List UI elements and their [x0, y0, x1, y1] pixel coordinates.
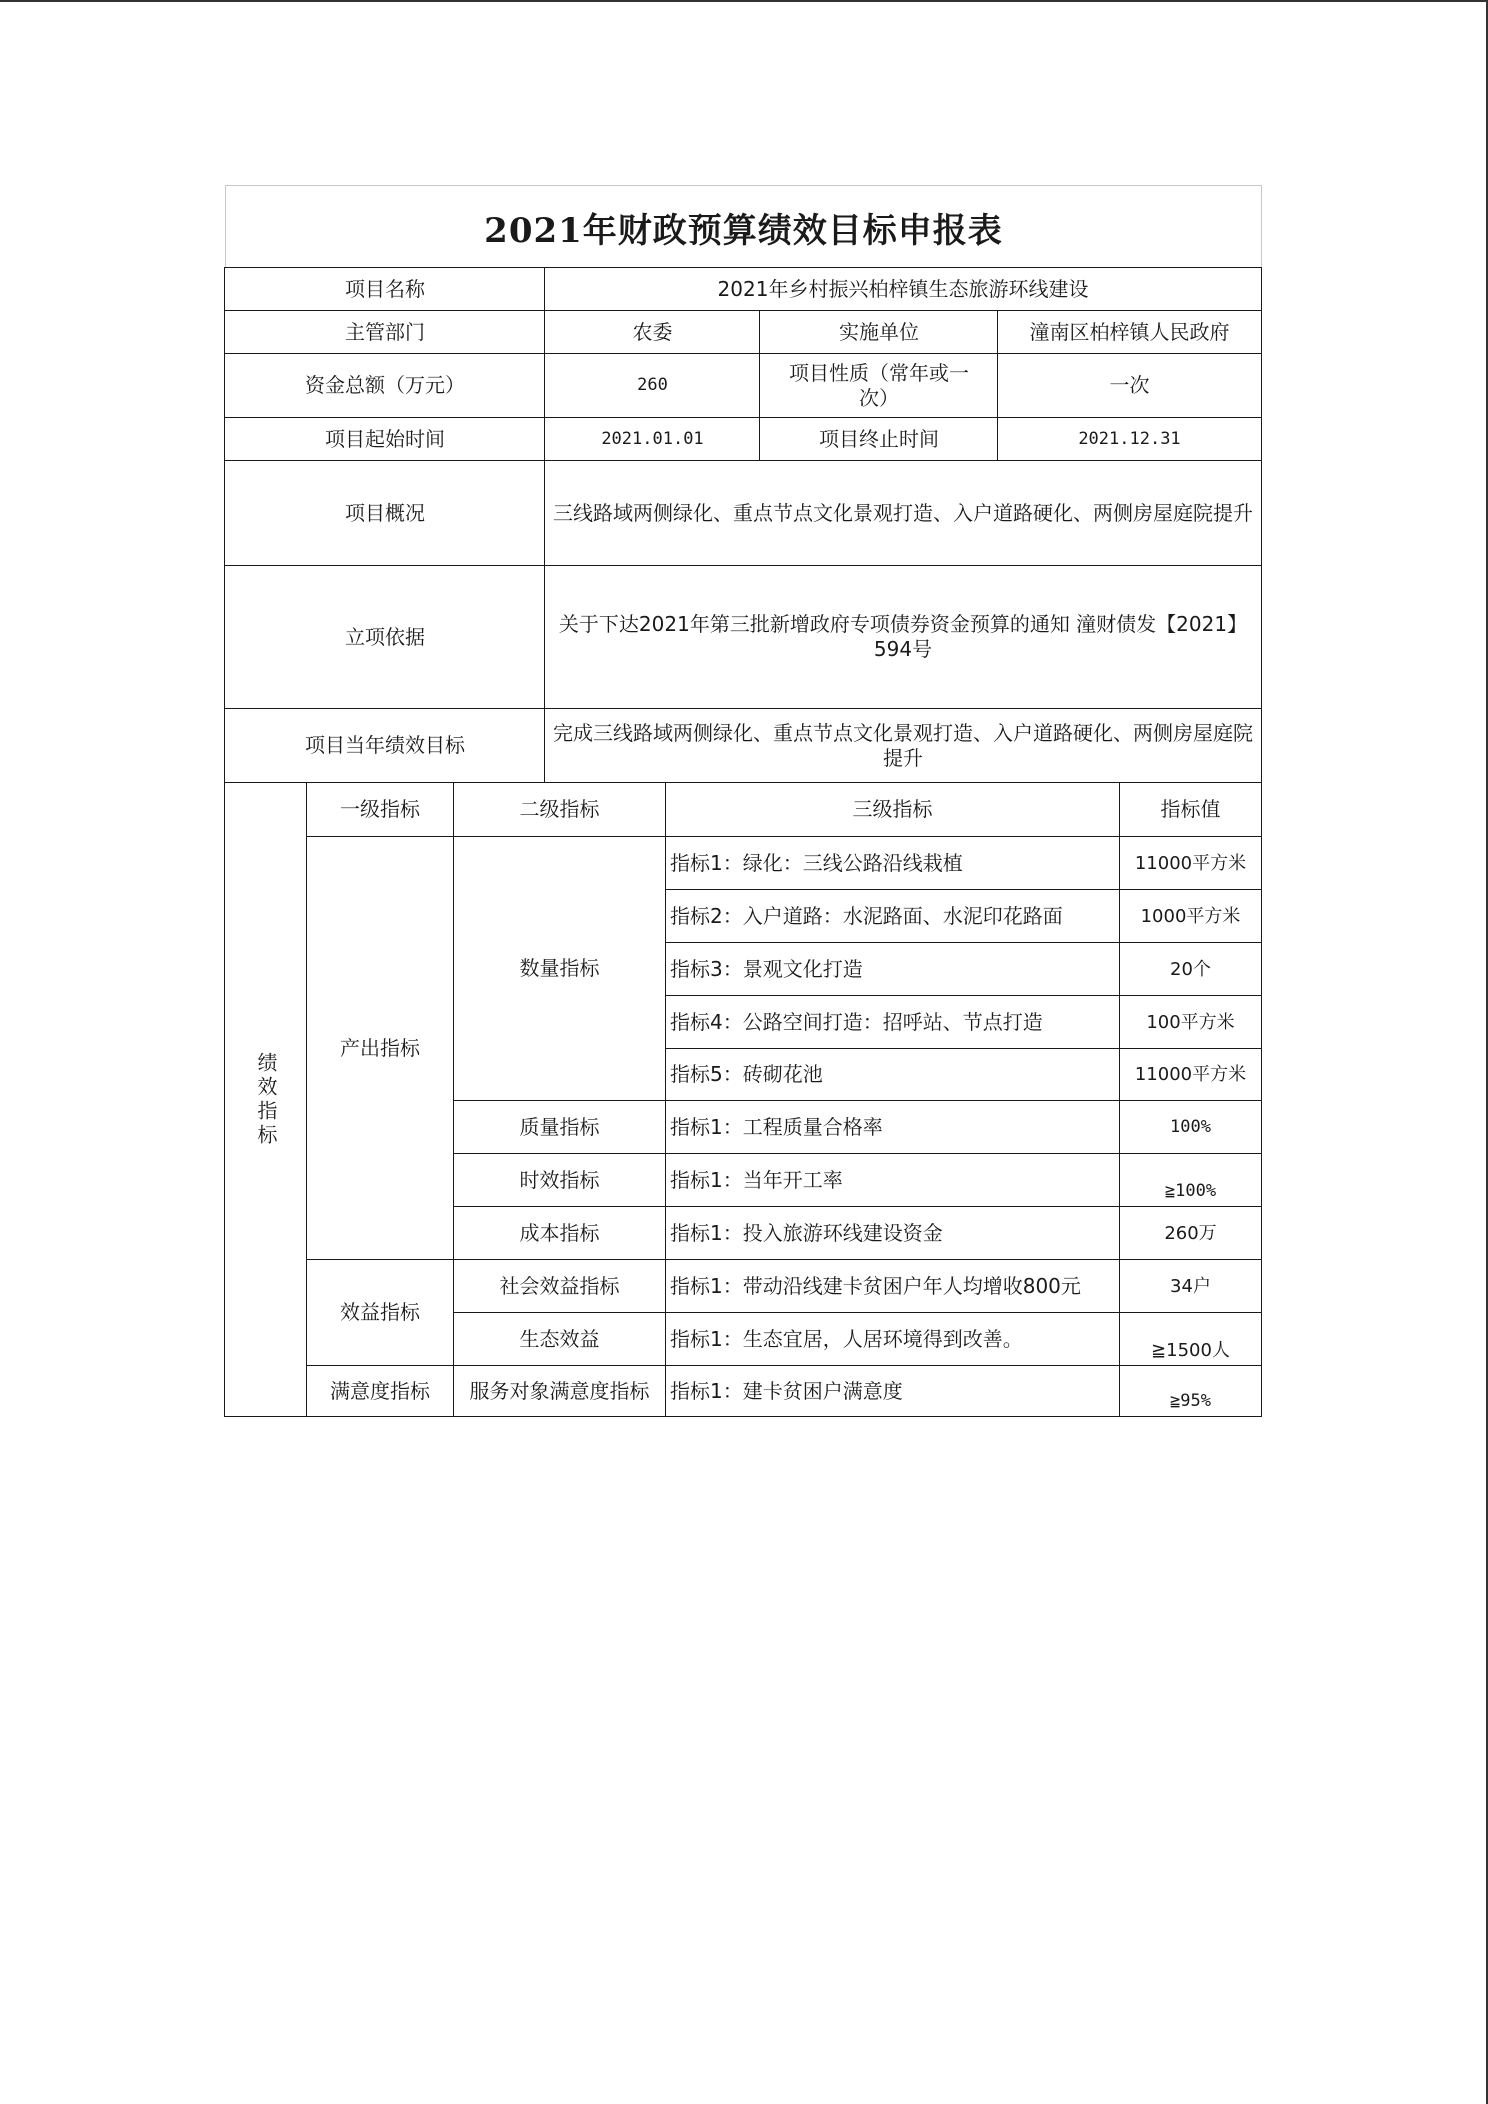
level2-service: 服务对象满意度指标 — [453, 1365, 666, 1417]
indicator-value-9: 34户 — [1119, 1259, 1262, 1313]
goal-label: 项目当年绩效目标 — [224, 708, 546, 783]
form-title-box — [225, 185, 1262, 268]
basis-value: 关于下达2021年第三批新增政府专项债券资金预算的通知 潼财债发【2021】594号 — [544, 565, 1262, 709]
indicator-row-9: 指标1：带动沿线建卡贫困户年人均增收800元 — [665, 1259, 1120, 1313]
indicator-value-4: 100平方米 — [1119, 995, 1262, 1049]
level2-timeliness: 时效指标 — [453, 1153, 666, 1207]
indicator-value-5: 11000平方米 — [1119, 1048, 1262, 1101]
indicator-row-1: 指标1：绿化：三线公路沿线栽植 — [665, 836, 1120, 890]
level2-cost: 成本指标 — [453, 1206, 666, 1260]
unit-label: 实施单位 — [759, 310, 999, 354]
indicator-value-11: ≧95% — [1119, 1365, 1262, 1417]
header-value: 指标值 — [1119, 782, 1262, 837]
fund-label: 资金总额（万元） — [224, 353, 546, 418]
indicator-value-1: 11000平方米 — [1119, 836, 1262, 890]
nature-value: 一次 — [997, 353, 1262, 418]
level2-social: 社会效益指标 — [453, 1259, 666, 1313]
budget-table — [225, 268, 1263, 1418]
fund-value: 260 — [544, 353, 761, 418]
indicator-value-3: 20个 — [1119, 942, 1262, 996]
header-level3: 三级指标 — [665, 782, 1120, 837]
perf-side-label: 绩效指标 — [254, 1051, 278, 1148]
start-label: 项目起始时间 — [224, 417, 546, 461]
indicator-row-11: 指标1：建卡贫困户满意度 — [665, 1365, 1120, 1417]
level2-quality: 质量指标 — [453, 1100, 666, 1154]
indicator-value-2: 1000平方米 — [1119, 889, 1262, 943]
header-level1: 一级指标 — [306, 782, 454, 837]
header-level2: 二级指标 — [453, 782, 666, 837]
basis-label: 立项依据 — [224, 565, 546, 709]
indicator-value-6: 100% — [1119, 1100, 1262, 1154]
indicator-row-7: 指标1：当年开工率 — [665, 1153, 1120, 1207]
level2-ecology: 生态效益 — [453, 1312, 666, 1366]
level2-quantity: 数量指标 — [453, 836, 666, 1101]
overview-label: 项目概况 — [224, 460, 546, 566]
dept-value: 农委 — [544, 310, 761, 354]
level1-output: 产出指标 — [306, 836, 454, 1260]
unit-value: 潼南区柏梓镇人民政府 — [997, 310, 1262, 354]
level1-benefit: 效益指标 — [306, 1259, 454, 1366]
end-value: 2021.12.31 — [997, 417, 1262, 461]
end-label: 项目终止时间 — [759, 417, 999, 461]
indicator-value-10: ≧1500人 — [1119, 1312, 1262, 1366]
indicator-row-2: 指标2：入户道路：水泥路面、水泥印花路面 — [665, 889, 1120, 943]
start-value: 2021.01.01 — [544, 417, 761, 461]
indicator-row-4: 指标4：公路空间打造：招呼站、节点打造 — [665, 995, 1120, 1049]
project-name-value: 2021年乡村振兴柏梓镇生态旅游环线建设 — [544, 267, 1262, 311]
indicator-row-6: 指标1：工程质量合格率 — [665, 1100, 1120, 1154]
indicator-row-5: 指标5：砖砌花池 — [665, 1048, 1120, 1101]
indicator-row-3: 指标3：景观文化打造 — [665, 942, 1120, 996]
level1-satisfaction: 满意度指标 — [306, 1365, 454, 1417]
overview-value: 三线路域两侧绿化、重点节点文化景观打造、入户道路硬化、两侧房屋庭院提升 — [544, 460, 1262, 566]
goal-value: 完成三线路域两侧绿化、重点节点文化景观打造、入户道路硬化、两侧房屋庭院提升 — [544, 708, 1262, 783]
form-title: 2021年财政预算绩效目标申报表 — [484, 210, 1003, 251]
indicator-value-8: 260万 — [1119, 1206, 1262, 1260]
indicator-row-10: 指标1：生态宜居，人居环境得到改善。 — [665, 1312, 1120, 1366]
nature-label: 项目性质（常年或一次） — [759, 353, 999, 418]
perf-side-label-cell — [224, 782, 307, 1417]
dept-label: 主管部门 — [224, 310, 546, 354]
project-name-label: 项目名称 — [224, 267, 546, 311]
page-edge-top — [0, 0, 1488, 2]
indicator-value-7: ≧100% — [1119, 1153, 1262, 1207]
indicator-row-8: 指标1：投入旅游环线建设资金 — [665, 1206, 1120, 1260]
